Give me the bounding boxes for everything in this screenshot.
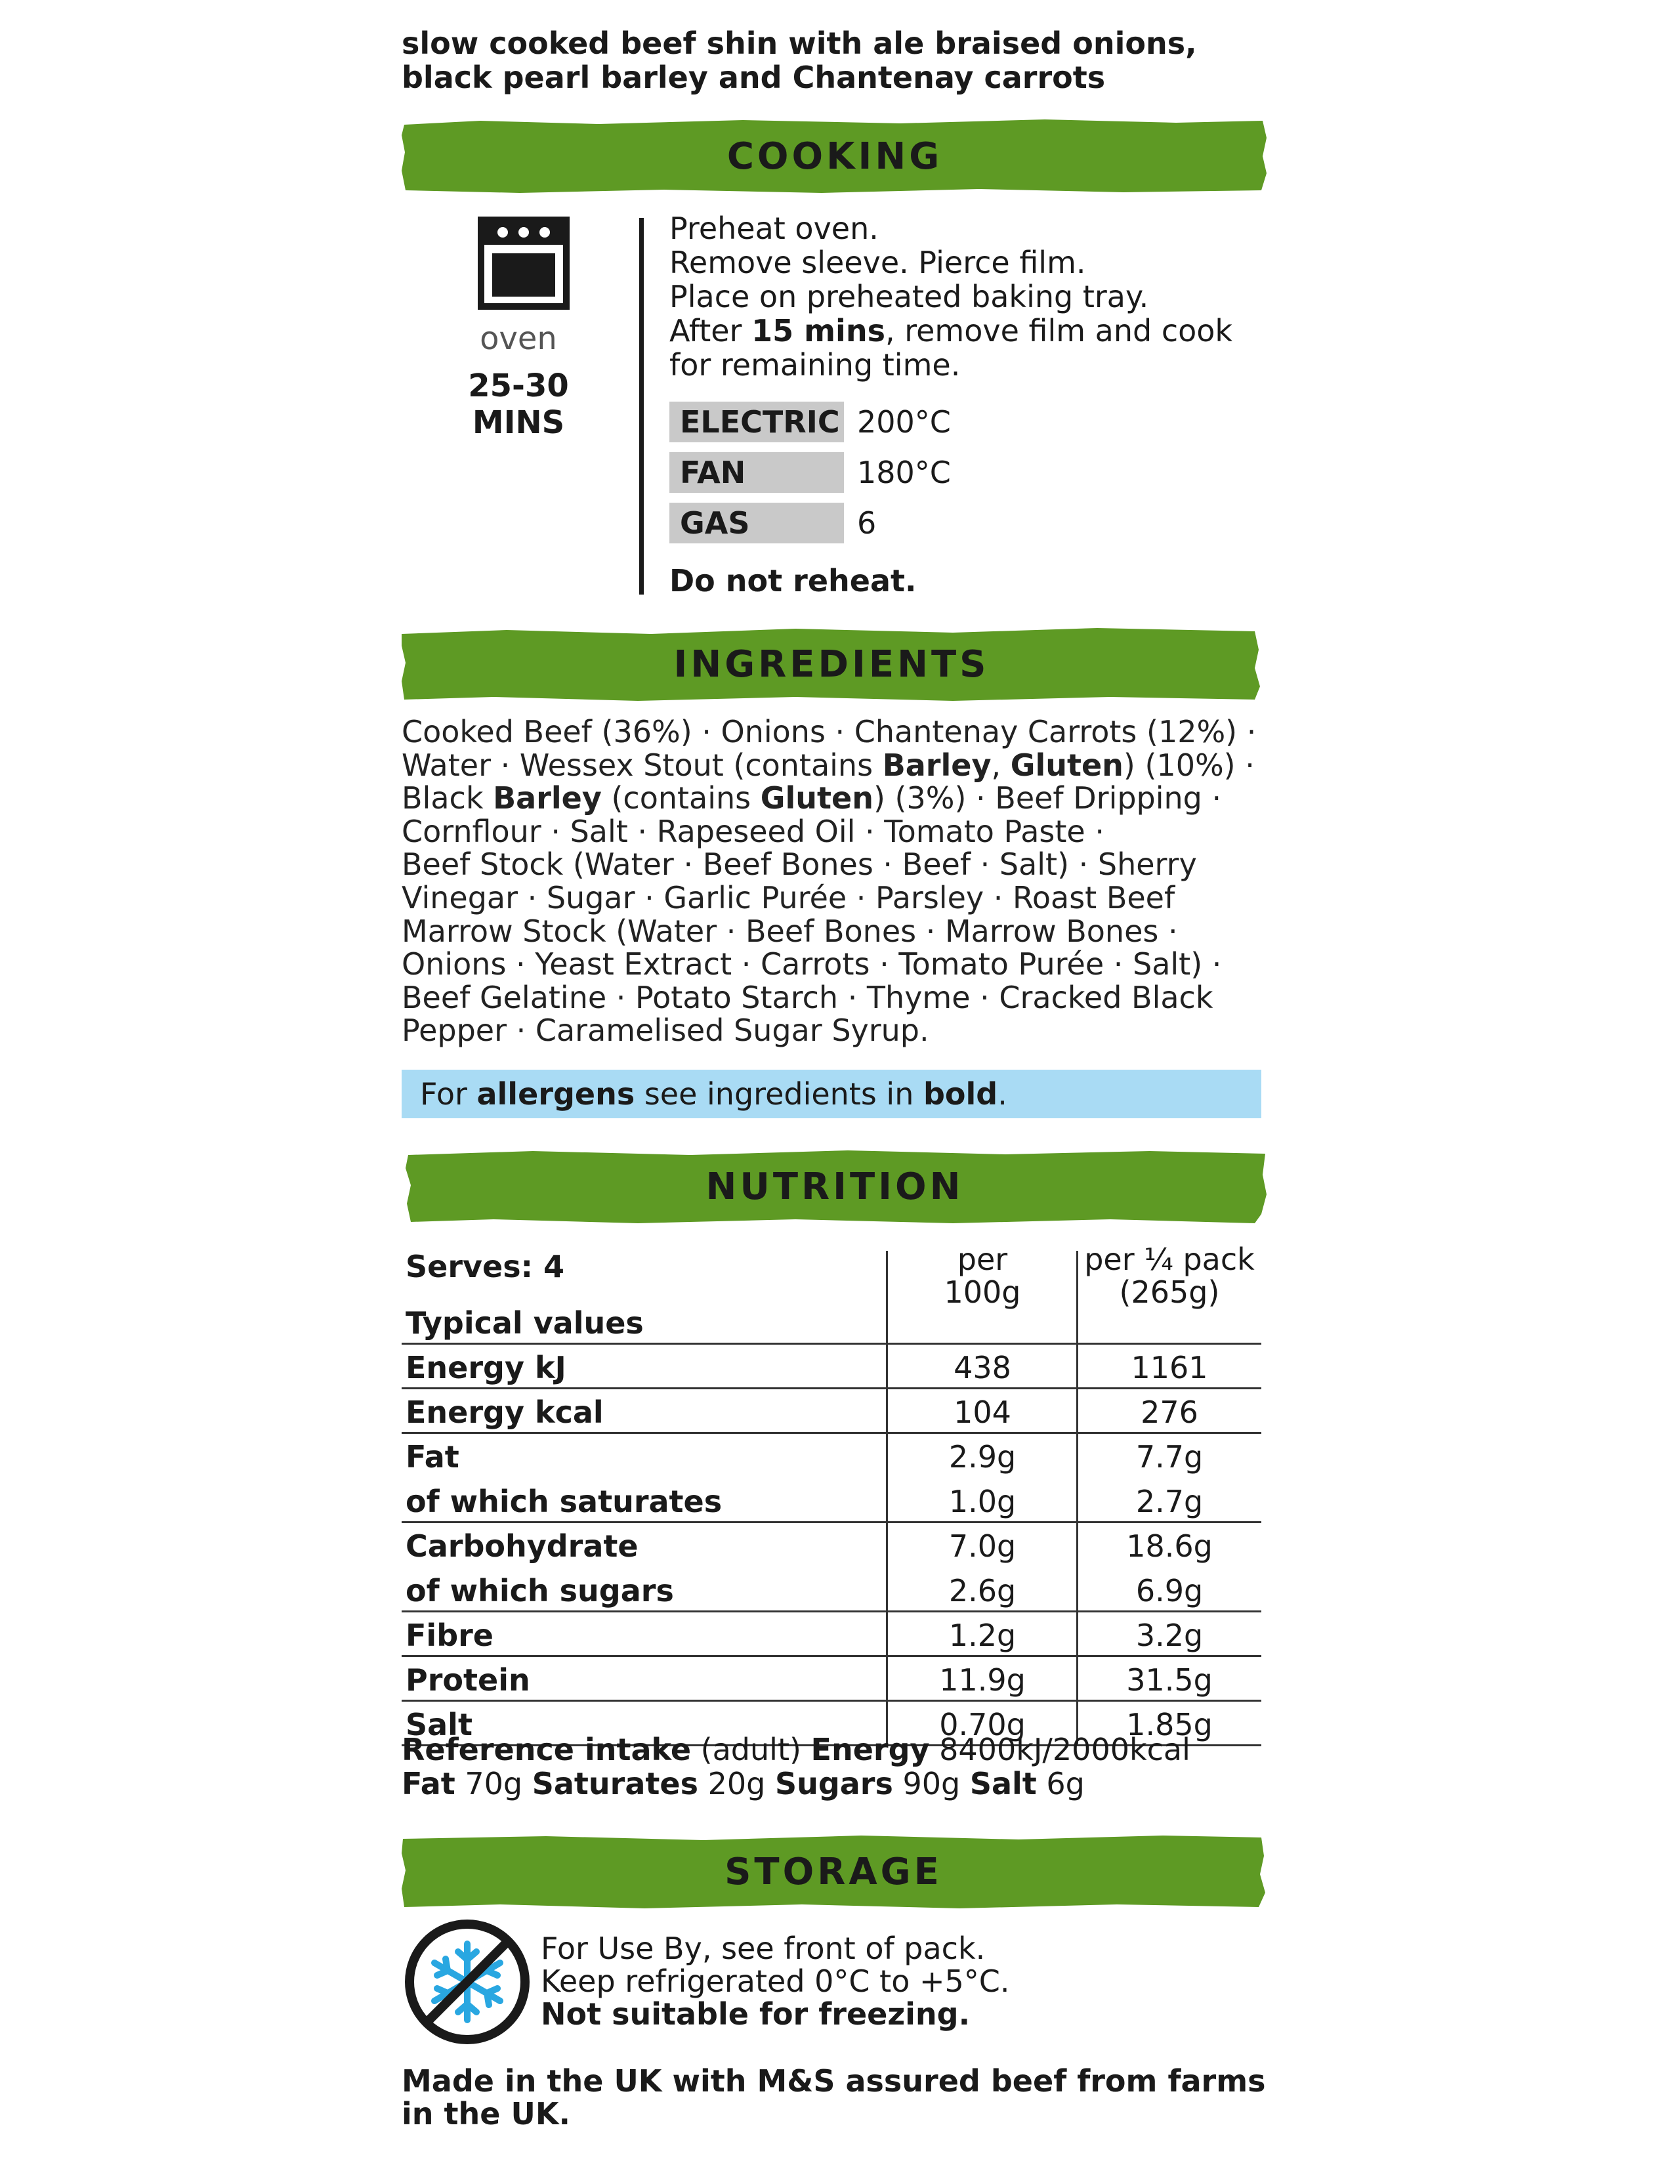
ingredient-text: , bbox=[991, 747, 1011, 783]
ingredients-heading: INGREDIENTS bbox=[673, 642, 990, 686]
col-header-per-100g bbox=[887, 1243, 1078, 1309]
value-per-pack: 3.2g bbox=[1135, 1618, 1204, 1653]
col-header-line: per bbox=[957, 1242, 1008, 1277]
ingredient-bold: Gluten bbox=[760, 780, 873, 816]
value-per-100g: 2.9g bbox=[948, 1439, 1017, 1475]
divider bbox=[639, 218, 644, 595]
product-title bbox=[402, 26, 1197, 94]
storage-instructions bbox=[541, 1932, 1010, 2030]
ingredients-banner bbox=[402, 626, 1261, 702]
value-per-pack: 18.6g bbox=[1126, 1528, 1213, 1564]
reference-intake-text: 20g bbox=[698, 1766, 775, 1801]
ingredient-line bbox=[402, 981, 1281, 1015]
nutrition-row bbox=[402, 1610, 1261, 1655]
nutrient-name: Fat bbox=[406, 1439, 459, 1475]
reference-intake-text: 8400kJ/2000kcal bbox=[929, 1732, 1190, 1767]
reference-intake-bold: Sugars bbox=[774, 1766, 893, 1801]
ingredient-bold: Barley bbox=[493, 780, 602, 816]
nutrient-name: Salt bbox=[406, 1707, 472, 1742]
value-per-100g: 7.0g bbox=[948, 1528, 1017, 1564]
col-header-line: per ¼ pack bbox=[1084, 1242, 1255, 1277]
ingredient-line bbox=[402, 848, 1281, 881]
nutrition-row bbox=[402, 1521, 1261, 1566]
column-divider bbox=[1076, 1251, 1078, 1744]
origin-line: in the UK. bbox=[402, 2096, 570, 2132]
temp-value: 200°C bbox=[857, 404, 951, 440]
temp-value: 180°C bbox=[857, 455, 951, 490]
nutrient-name: of which saturates bbox=[406, 1484, 723, 1519]
cooking-time: 25-30 MINS bbox=[468, 368, 569, 441]
ingredient-line bbox=[402, 1014, 1281, 1047]
instruction-text: , remove film and cook bbox=[885, 313, 1233, 348]
value-per-100g: 1.0g bbox=[948, 1484, 1017, 1519]
nutrition-banner bbox=[402, 1148, 1268, 1225]
reference-intake-text: 6g bbox=[1036, 1766, 1085, 1801]
value-per-100g: 0.70g bbox=[939, 1707, 1026, 1742]
reference-intake-text: 70g bbox=[455, 1766, 532, 1801]
storage-line: Not suitable for freezing. bbox=[541, 1996, 971, 2032]
ingredient-text: Beef Gelatine · Potato Starch · Thyme · Cracked Black bbox=[402, 979, 1213, 1015]
ingredient-line bbox=[402, 915, 1281, 948]
nutrient-name: of which sugars bbox=[406, 1573, 674, 1608]
cooking-method-label: oven bbox=[480, 320, 557, 357]
col-header-line: (265g) bbox=[1119, 1274, 1220, 1310]
ingredient-text: Cornflour · Salt · Rapeseed Oil · Tomato Paste · bbox=[402, 813, 1104, 849]
ingredient-text: Marrow Stock (Water · Beef Bones · Marrow Bones · bbox=[402, 913, 1178, 949]
nutrient-name: Protein bbox=[406, 1662, 530, 1698]
ingredient-text: ) (10%) · bbox=[1123, 747, 1255, 783]
nutrient-name: Fibre bbox=[406, 1618, 494, 1653]
serves-label: Serves bbox=[406, 1249, 521, 1284]
reference-intake-bold: Reference intake bbox=[402, 1732, 692, 1767]
storage-line: For Use By, see front of pack. bbox=[541, 1931, 986, 1966]
instruction-line: for remaining time. bbox=[669, 347, 961, 383]
product-title-line: black pearl barley and Chantenay carrots bbox=[402, 60, 1106, 95]
instruction-line: Preheat oven. bbox=[669, 211, 879, 246]
ingredient-line bbox=[402, 715, 1281, 749]
instruction-time: 15 mins bbox=[751, 313, 885, 348]
serves-value: : 4 bbox=[520, 1249, 564, 1284]
value-per-100g: 438 bbox=[954, 1350, 1011, 1385]
reference-intake-text: (adult) bbox=[691, 1732, 811, 1767]
cooking-banner bbox=[402, 118, 1268, 194]
ingredient-text: Black bbox=[402, 780, 494, 816]
ingredients-list bbox=[402, 715, 1281, 1047]
product-title-line: slow cooked beef shin with ale braised onions, bbox=[402, 26, 1197, 61]
instruction-text: After bbox=[669, 313, 752, 348]
ingredient-line bbox=[402, 881, 1281, 915]
ingredient-text: Vinegar · Sugar · Garlic Purée · Parsley · Roast Beef bbox=[402, 879, 1175, 915]
ingredient-text: Beef Stock (Water · Beef Bones · Beef · Salt) · Sherry bbox=[402, 847, 1197, 883]
no-freeze-icon bbox=[403, 1918, 532, 2046]
nutrient-name: Energy kcal bbox=[406, 1395, 604, 1430]
reference-intake-text: 90g bbox=[892, 1766, 970, 1801]
nutrition-row bbox=[402, 1387, 1261, 1432]
ingredient-text: Water · Wessex Stout (contains bbox=[402, 747, 883, 783]
cooking-instructions bbox=[669, 211, 1260, 382]
ingredient-line bbox=[402, 749, 1281, 782]
allergen-bold: bold bbox=[923, 1076, 998, 1112]
nutrient-name: Carbohydrate bbox=[406, 1528, 639, 1564]
reference-intake-bold: Energy bbox=[810, 1732, 930, 1767]
reference-intake-bold: Fat bbox=[402, 1766, 455, 1801]
ingredient-bold: Barley bbox=[882, 747, 992, 783]
value-per-pack: 276 bbox=[1141, 1395, 1198, 1430]
storage-heading: STORAGE bbox=[724, 1850, 942, 1893]
reference-intake-line bbox=[402, 1732, 1190, 1767]
nutrient-name: Energy kJ bbox=[406, 1350, 566, 1385]
ingredient-line bbox=[402, 782, 1281, 815]
allergen-text: For bbox=[420, 1076, 477, 1112]
nutrition-row bbox=[402, 1432, 1261, 1477]
ingredient-text: Onions · Yeast Extract · Carrots · Tomato Purée · Salt) · bbox=[402, 946, 1222, 982]
value-per-100g: 104 bbox=[954, 1395, 1011, 1430]
storage-banner bbox=[402, 1834, 1265, 1910]
value-per-pack: 6.9g bbox=[1135, 1573, 1204, 1608]
value-per-pack: 7.7g bbox=[1135, 1439, 1204, 1475]
ingredient-line bbox=[402, 948, 1281, 981]
allergen-note bbox=[402, 1070, 1261, 1118]
allergen-text: . bbox=[998, 1076, 1007, 1112]
value-per-pack: 1161 bbox=[1131, 1350, 1208, 1385]
reheat-note: Do not reheat. bbox=[669, 563, 917, 598]
temp-value: 6 bbox=[857, 505, 877, 541]
oven-icon bbox=[478, 217, 570, 310]
value-per-pack: 1.85g bbox=[1126, 1707, 1213, 1742]
reference-intake-bold: Salt bbox=[969, 1766, 1037, 1801]
value-per-100g: 2.6g bbox=[948, 1573, 1017, 1608]
temp-label: FAN bbox=[669, 452, 844, 493]
value-per-100g: 1.2g bbox=[948, 1618, 1017, 1653]
value-per-pack: 2.7g bbox=[1135, 1484, 1204, 1519]
value-per-pack: 31.5g bbox=[1126, 1662, 1213, 1698]
temp-label: GAS bbox=[669, 503, 844, 543]
ingredient-text: Pepper · Caramelised Sugar Syrup. bbox=[402, 1013, 929, 1049]
ingredient-line bbox=[402, 815, 1281, 849]
reference-intake-bold: Saturates bbox=[532, 1766, 698, 1801]
reference-intake-line bbox=[402, 1767, 1190, 1801]
ingredient-text: (contains bbox=[601, 780, 761, 816]
instruction-line bbox=[669, 314, 1260, 348]
origin-statement bbox=[402, 2065, 1266, 2130]
temp-label: ELECTRIC bbox=[669, 402, 844, 442]
ingredient-text: ) (3%) · Beef Dripping · bbox=[873, 780, 1222, 816]
ingredient-text: Cooked Beef (36%) · Onions · Chantenay Carrots (12%) · bbox=[402, 714, 1257, 749]
nutrition-row bbox=[402, 1477, 1261, 1521]
value-per-100g: 11.9g bbox=[939, 1662, 1026, 1698]
nutrition-row bbox=[402, 1566, 1261, 1610]
col-header-line: 100g bbox=[944, 1274, 1021, 1310]
nutrition-rows bbox=[402, 1343, 1261, 1744]
nutrition-row bbox=[402, 1655, 1261, 1700]
cooking-heading: COOKING bbox=[726, 135, 943, 178]
typical-values-label: Typical values bbox=[406, 1305, 644, 1341]
allergen-text: see ingredients in bbox=[635, 1076, 923, 1112]
instruction-line: Remove sleeve. Pierce film. bbox=[669, 245, 1086, 280]
nutrition-table-header bbox=[402, 1242, 1261, 1343]
serves-info bbox=[406, 1247, 564, 1286]
col-header-per-pack bbox=[1078, 1243, 1261, 1309]
instruction-line: Place on preheated baking tray. bbox=[669, 279, 1149, 314]
nutrition-heading: NUTRITION bbox=[705, 1165, 964, 1208]
ingredient-bold: Gluten bbox=[1010, 747, 1124, 783]
origin-line: Made in the UK with M&S assured beef from farms bbox=[402, 2063, 1266, 2099]
nutrition-row bbox=[402, 1343, 1261, 1387]
nutrition-table bbox=[402, 1242, 1261, 1744]
allergen-bold: allergens bbox=[476, 1076, 635, 1112]
column-divider bbox=[886, 1251, 888, 1744]
storage-line: Keep refrigerated 0°C to +5°C. bbox=[541, 1964, 1010, 1999]
reference-intake bbox=[402, 1732, 1190, 1801]
